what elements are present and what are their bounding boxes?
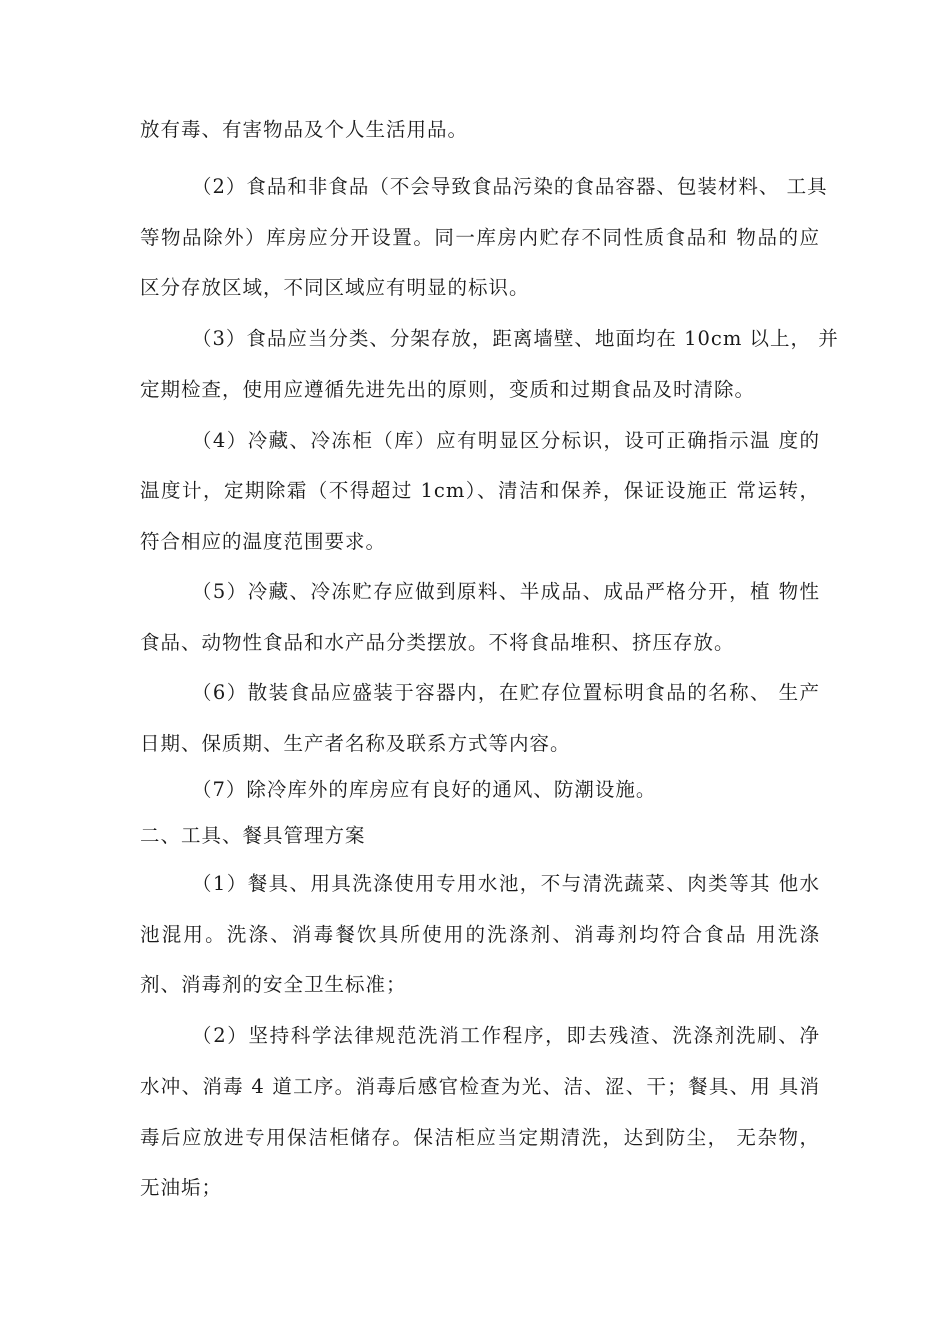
paragraph-4-line-1: （4）冷藏、冷冻柜（库）应有明显区分标识，设可正确指示温 度的 (192, 429, 820, 452)
paragraph-2-line-2: 等物品除外）库房应分开设置。同一库房内贮存不同性质食品和 物品的应 (140, 226, 820, 249)
section-2-paragraph-2-line-4: 无油垢； (140, 1176, 223, 1199)
text-line: 放有毒、有害物品及个人生活用品。 (140, 118, 469, 141)
paragraph-2-line-1: （2）食品和非食品（不会导致食品污染的食品容器、包装材料、 工具 (192, 175, 828, 198)
section-2-paragraph-2-line-2: 水冲、消毒 4 道工序。消毒后感官检查为光、洁、涩、干；餐具、用 具消 (140, 1075, 820, 1098)
section-2-paragraph-1-line-2: 池混用。洗涤、消毒餐饮具所使用的洗涤剂、消毒剂均符合食品 用洗涤 (140, 923, 820, 946)
paragraph-5-line-2: 食品、动物性食品和水产品分类摆放。不将食品堆积、挤压存放。 (140, 631, 735, 654)
paragraph-3-line-2: 定期检查，使用应遵循先进先出的原则，变质和过期食品及时清除。 (140, 378, 756, 401)
paragraph-4-line-2: 温度计，定期除霜（不得超过 1cm）、清洁和保养，保证设施正 常运转， (140, 479, 820, 502)
paragraph-6-line-1: （6）散装食品应盛装于容器内，在贮存位置标明食品的名称、 生产 (192, 681, 820, 704)
section-2-paragraph-2-line-3: 毒后应放进专用保洁柜储存。保洁柜应当定期清洗，达到防尘， 无杂物， (140, 1126, 820, 1149)
paragraph-6-line-2: 日期、保质期、生产者名称及联系方式等内容。 (140, 732, 571, 755)
section-heading: 二、工具、餐具管理方案 (140, 824, 366, 847)
paragraph-5-line-1: （5）冷藏、冷冻贮存应做到原料、半成品、成品严格分开，植 物性 (192, 580, 820, 603)
section-2-paragraph-1-line-3: 剂、消毒剂的安全卫生标准； (140, 973, 407, 996)
paragraph-4-line-3: 符合相应的温度范围要求。 (140, 530, 387, 553)
paragraph-3-line-1: （3）食品应当分类、分架存放，距离墙壁、地面均在 10cm 以上， 并 (192, 327, 839, 350)
paragraph-7-line-1: （7）除冷库外的库房应有良好的通风、防潮设施。 (192, 778, 657, 801)
paragraph-2-line-3: 区分存放区域，不同区域应有明显的标识。 (140, 276, 530, 299)
section-2-paragraph-1-line-1: （1）餐具、用具洗涤使用专用水池，不与清洗蔬菜、肉类等其 他水 (192, 872, 820, 895)
section-2-paragraph-2-line-1: （2）坚持科学法律规范洗消工作程序，即去残渣、洗涤剂洗刷、净 (192, 1024, 820, 1047)
